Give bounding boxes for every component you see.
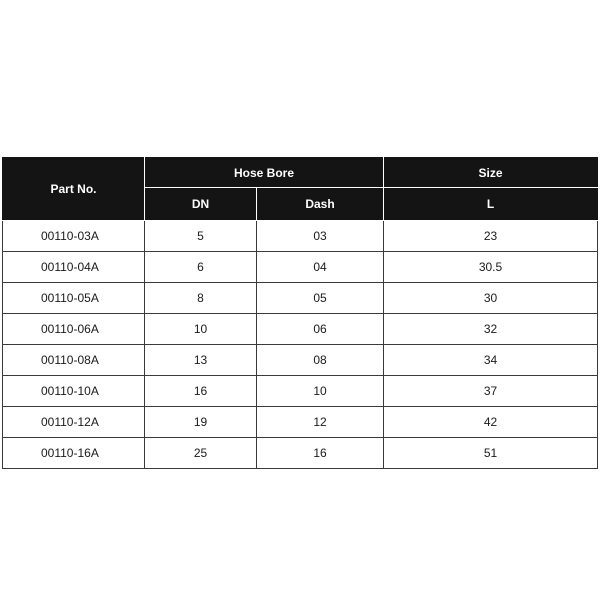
cell-part-no: 00110-10A	[3, 376, 145, 407]
header-row-top	[3, 158, 598, 188]
cell-l: 51	[384, 438, 598, 469]
cell-part-no: 00110-03A	[3, 221, 145, 252]
cell-dn: 16	[145, 376, 257, 407]
header-dn: DN	[145, 188, 257, 221]
cell-dash: 03	[257, 221, 384, 252]
table-row	[3, 283, 598, 314]
cell-dn: 25	[145, 438, 257, 469]
cell-part-no: 00110-08A	[3, 345, 145, 376]
cell-part-no: 00110-05A	[3, 283, 145, 314]
table-row	[3, 314, 598, 345]
cell-part-no: 00110-12A	[3, 407, 145, 438]
cell-dash: 08	[257, 345, 384, 376]
table-row	[3, 438, 598, 469]
cell-dash: 16	[257, 438, 384, 469]
cell-dash: 05	[257, 283, 384, 314]
header-dash: Dash	[257, 188, 384, 221]
table-row	[3, 376, 598, 407]
table-header	[3, 158, 598, 221]
spec-table	[2, 157, 598, 469]
cell-dash: 06	[257, 314, 384, 345]
cell-dn: 13	[145, 345, 257, 376]
cell-dn: 10	[145, 314, 257, 345]
table-row	[3, 345, 598, 376]
cell-dash: 12	[257, 407, 384, 438]
cell-l: 42	[384, 407, 598, 438]
cell-l: 32	[384, 314, 598, 345]
cell-l: 30.5	[384, 252, 598, 283]
header-part-no: Part No.	[3, 158, 145, 221]
cell-l: 23	[384, 221, 598, 252]
table-row	[3, 407, 598, 438]
header-size: Size	[384, 158, 598, 188]
cell-dn: 19	[145, 407, 257, 438]
header-l: L	[384, 188, 598, 221]
cell-l: 37	[384, 376, 598, 407]
cell-part-no: 00110-04A	[3, 252, 145, 283]
table-row	[3, 252, 598, 283]
cell-dn: 5	[145, 221, 257, 252]
cell-dn: 6	[145, 252, 257, 283]
cell-l: 34	[384, 345, 598, 376]
cell-l: 30	[384, 283, 598, 314]
cell-dash: 04	[257, 252, 384, 283]
table-body	[3, 221, 598, 469]
table-row	[3, 221, 598, 252]
header-hose-bore: Hose Bore	[145, 158, 384, 188]
cell-dash: 10	[257, 376, 384, 407]
cell-part-no: 00110-06A	[3, 314, 145, 345]
cell-dn: 8	[145, 283, 257, 314]
cell-part-no: 00110-16A	[3, 438, 145, 469]
